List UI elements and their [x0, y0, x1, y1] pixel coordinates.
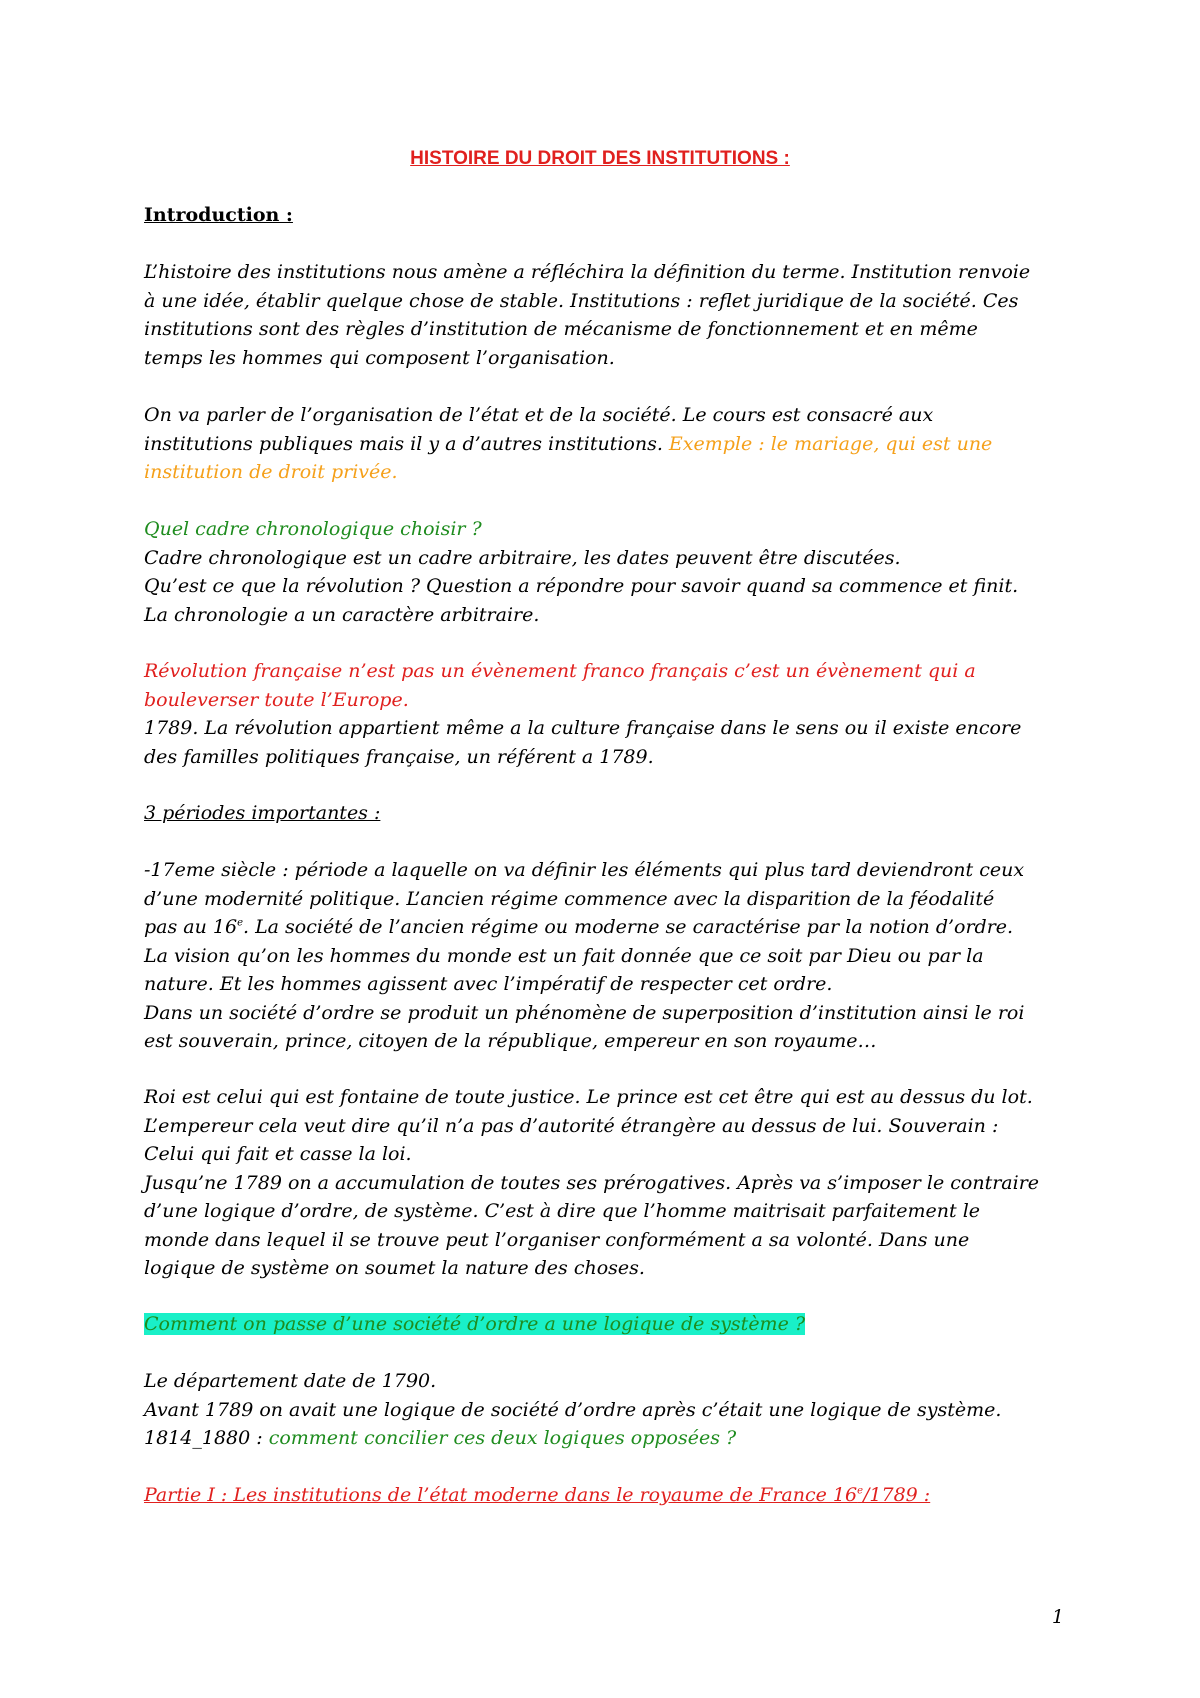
text-line: Roi est celui qui est fontaine de toute justice. Le prince est cet être qui est au dessus du lot. [144, 1086, 1033, 1108]
example-text: institution de droit privée. [144, 461, 398, 483]
introduction-heading: Introduction : [144, 204, 293, 226]
text-line [144, 913, 1074, 942]
text-line: Le département date de 1790. [144, 1370, 437, 1392]
text-line: est souverain, prince, citoyen de la république, empereur en son royaume… [144, 1030, 877, 1052]
text-line: La vision qu’on les hommes du monde est un fait donnée que ce soit par Dieu ou par la [144, 944, 984, 967]
text-line: Avant 1789 on avait une logique de société d’ordre après c’était une logique de système. [144, 1398, 1002, 1421]
paragraph-chronology [144, 515, 1074, 629]
text-segment: . La société de l’ancien régime ou moderne se caractérise par la notion d’ordre. [242, 916, 1014, 938]
superscript: e [237, 917, 243, 929]
paragraph-revolution [144, 657, 1074, 771]
text-line: -17eme siècle : période a laquelle on va définir les éléments qui plus tard deviendront ceux [144, 859, 1025, 881]
document-title: HISTOIRE DU DROIT DES INSTITUTIONS : [410, 148, 790, 169]
text-line: d’une modernité politique. L’ancien régime commence avec la disparition de la féodalité [144, 887, 995, 910]
text-line: des familles politiques française, un référent a 1789. [144, 745, 654, 768]
superscript: e [857, 1485, 864, 1497]
paragraph-organisation [144, 401, 1074, 487]
chronology-question: Quel cadre chronologique choisir ? [144, 518, 482, 540]
text-line: à une idée, établir quelque chose de stable. Institutions : reflet juridique de la société. Ces [144, 289, 1019, 312]
paragraph-roi [144, 1083, 1074, 1283]
text-line: On va parler de l’organisation de l’état et de la société. Le cours est consacré aux [144, 404, 934, 426]
highlighted-question-block [144, 1310, 1074, 1339]
text-line: 1789. La révolution appartient même a la culture française dans le sens ou il existe encore [144, 717, 1022, 739]
text-line: Dans un société d’ordre se produit un phénomène de superposition d’institution ainsi le roi [144, 1001, 1025, 1024]
text-line: Cadre chronologique est un cadre arbitraire, les dates peuvent être discutées. [144, 546, 901, 569]
periods-heading: 3 périodes importantes : [144, 802, 381, 824]
text-line: nature. Et les hommes agissent avec l’impératif de respecter cet ordre. [144, 973, 833, 995]
revolution-statement: bouleverser toute l’Europe. [144, 688, 409, 711]
text-segment: pas au 16 [144, 916, 238, 938]
text-line: institutions sont des règles d’institution de mécanisme de fonctionnement et en même [144, 318, 978, 340]
text-line: La chronologie a un caractère arbitraire. [144, 603, 540, 626]
logic-question: comment concilier ces deux logiques opposées ? [268, 1427, 737, 1449]
text-segment: /1789 : [863, 1484, 931, 1506]
paragraph-definition [144, 258, 1074, 372]
partie-heading [144, 1481, 1074, 1510]
text-line: monde dans lequel il se trouve peut l’organiser conformément a sa volonté. Dans une [144, 1228, 970, 1251]
paragraph-17th-century [144, 856, 1074, 1056]
text-line: temps les hommes qui composent l’organisation. [144, 346, 615, 369]
text-line [144, 1424, 1074, 1453]
text-line: L’empereur cela veut dire qu’il n’a pas d’autorité étrangère au dessus de lui. Souverain : [144, 1114, 999, 1137]
text-line: d’une logique d’ordre, de système. C’est à dire que l’homme maitrisait parfaitement le [144, 1200, 981, 1222]
text-segment: Partie I : Les institutions de l’état moderne dans le royaume de France 16 [144, 1484, 858, 1506]
text-line: L’histoire des institutions nous amène a réfléchira la définition du terme. Institution renvoie [144, 261, 1031, 283]
text-line: logique de système on soumet la nature des choses. [144, 1257, 645, 1279]
text-segment: 1814_1880 : [144, 1427, 269, 1449]
page-number: 1 [1051, 1606, 1064, 1628]
text-segment: institutions publiques mais il y a d’autres institutions. [144, 432, 669, 455]
example-text: Exemple : le mariage, qui est une [668, 432, 993, 455]
highlighted-question: Comment on passe d’une société d’ordre a une logique de système ? [144, 1313, 806, 1335]
text-line: Qu’est ce que la révolution ? Question a répondre pour savoir quand sa commence et finit. [144, 575, 1019, 597]
paragraph-departement [144, 1367, 1074, 1453]
revolution-statement: Révolution française n’est pas un évènement franco français c’est un évènement qui a [144, 660, 976, 682]
text-line: Celui qui fait et casse la loi. [144, 1143, 412, 1165]
text-line [144, 430, 1074, 459]
text-line: Jusqu’ne 1789 on a accumulation de toutes ses prérogatives. Après va s’imposer le contraire [144, 1171, 1040, 1194]
